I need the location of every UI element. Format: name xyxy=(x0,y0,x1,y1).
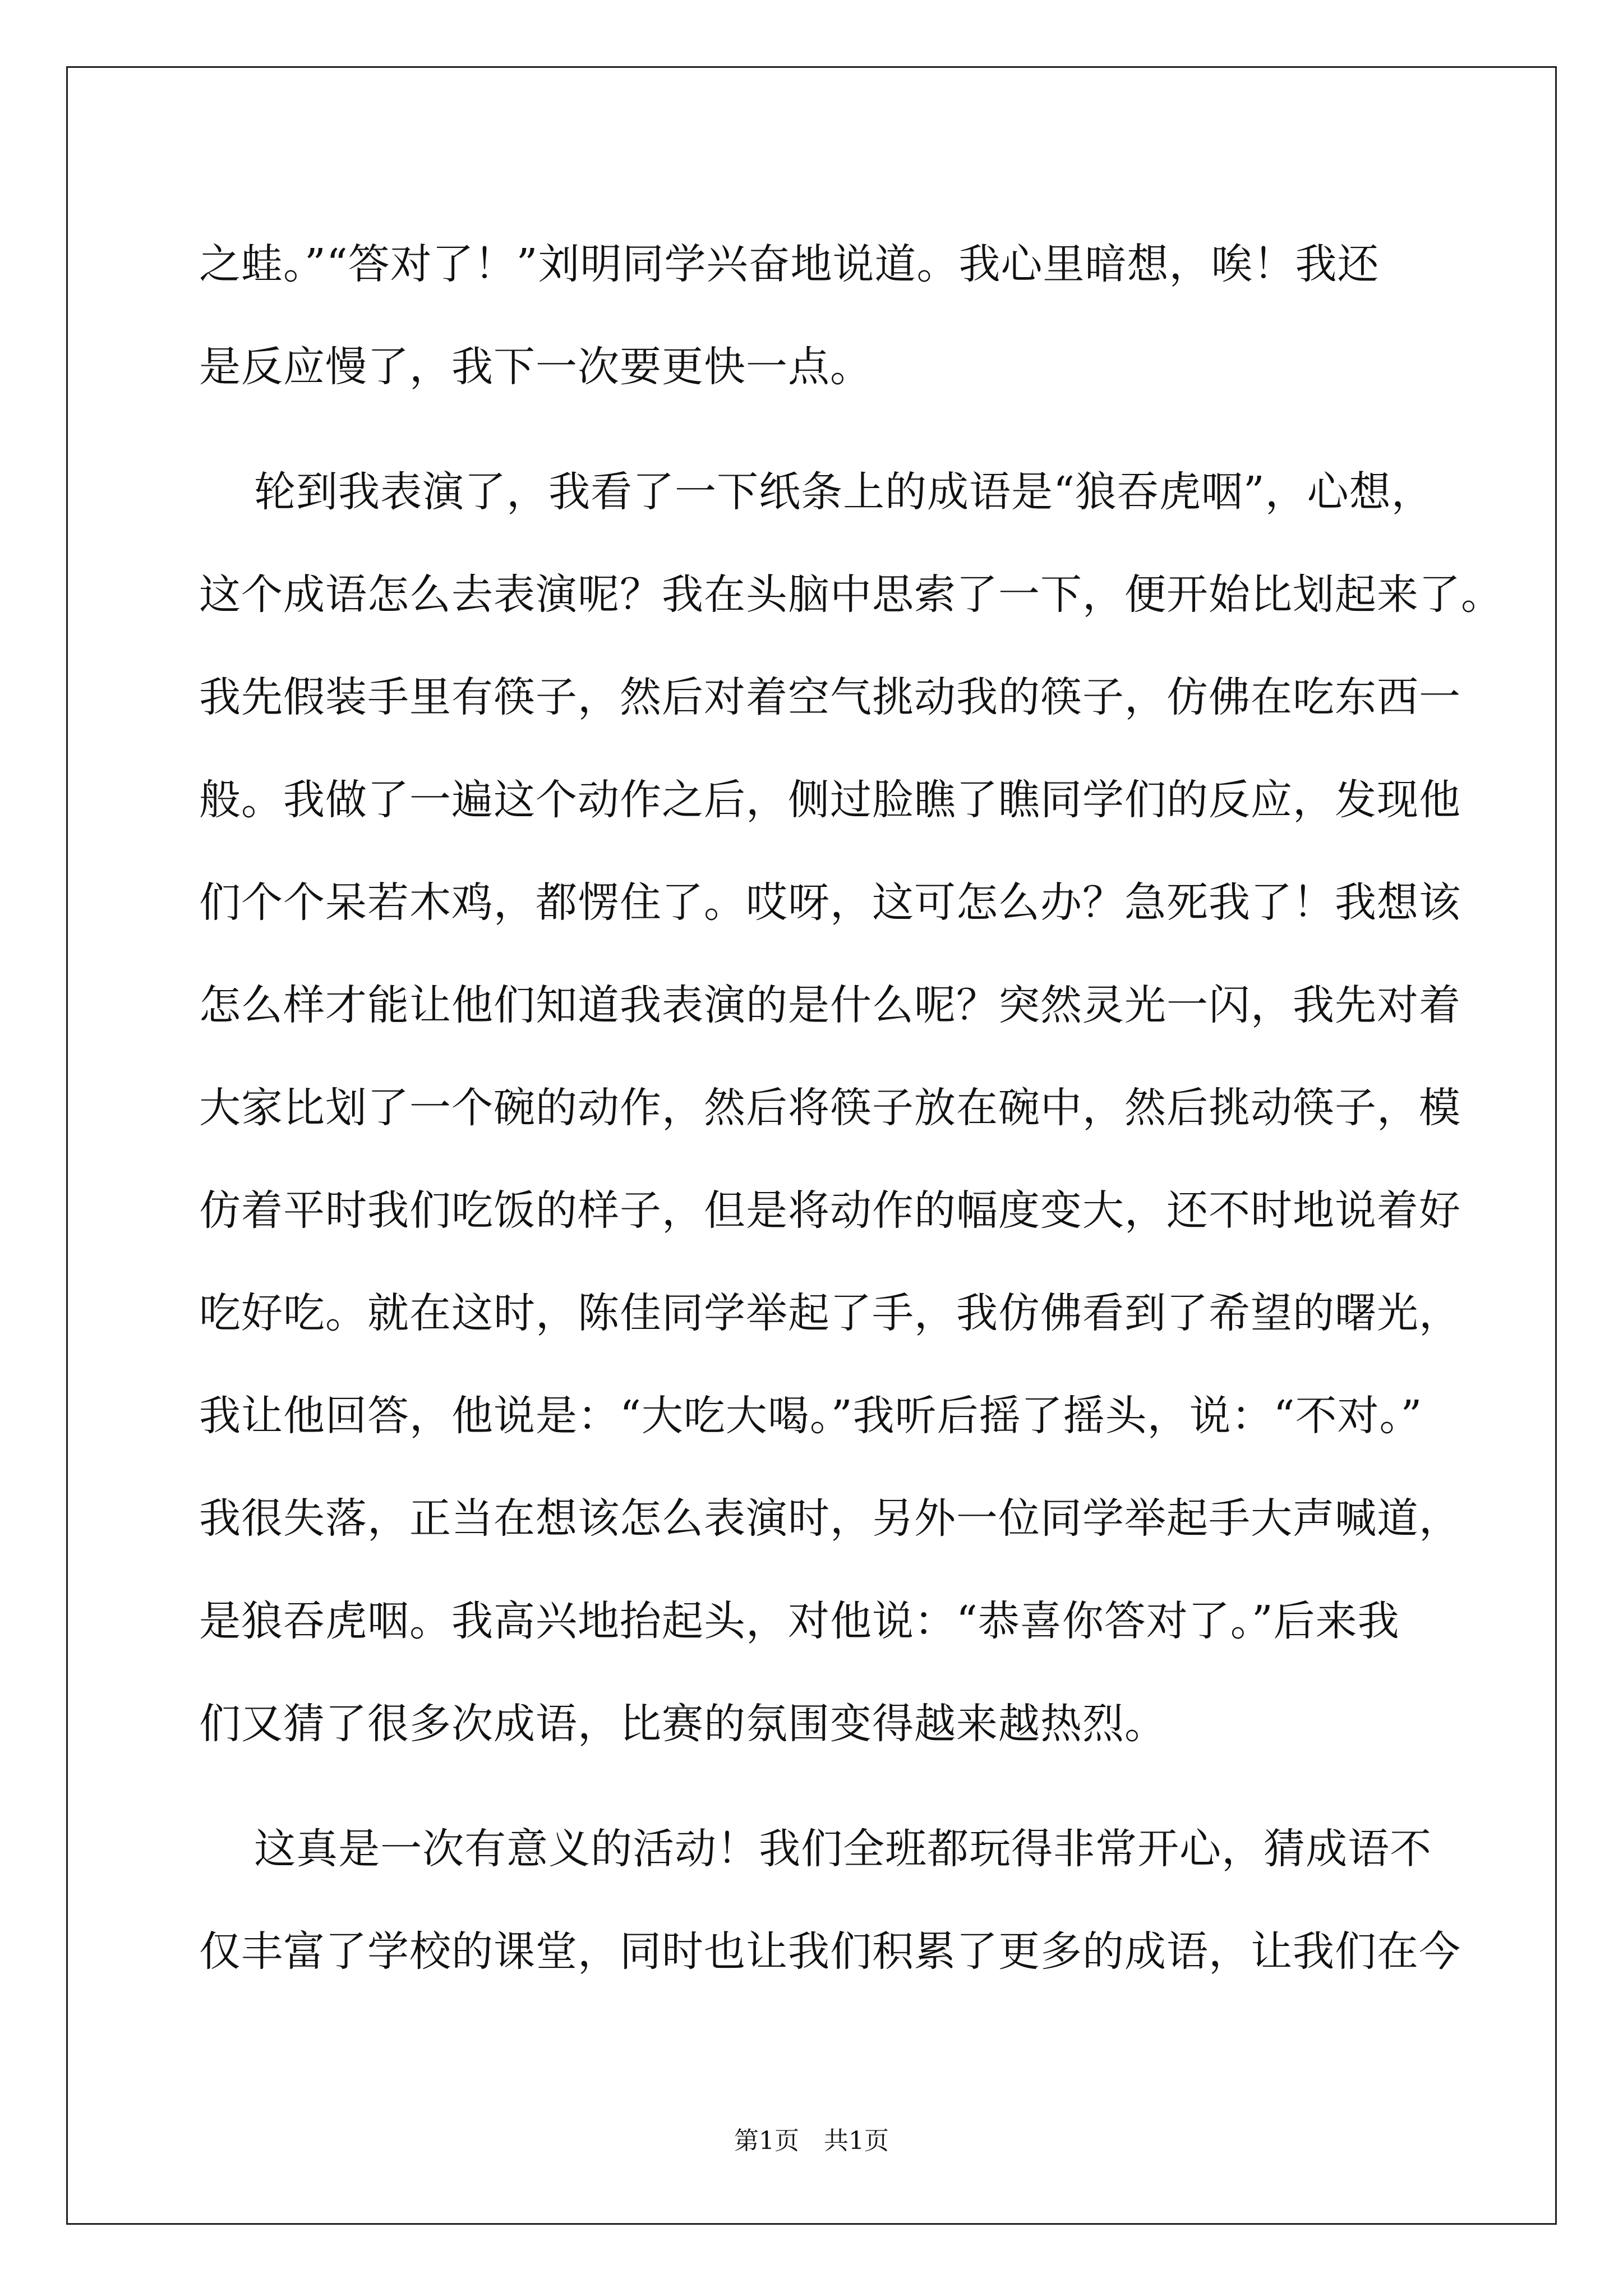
paragraph-2 xyxy=(199,441,1503,1775)
paragraph-gap xyxy=(199,1775,1433,1798)
text-line: 们个个呆若木鸡，都愣住了。哎呀，这可怎么办？急死我了！我想该 xyxy=(199,878,1461,927)
paragraph-3 xyxy=(199,1798,1461,2003)
text-line: 仿着平时我们吃饭的样子，但是将动作的幅度变大，还不时地说着好 xyxy=(199,1186,1461,1235)
text-line: 这个成语怎么去表演呢？我在头脑中思索了一下，便开始比划起来了。 xyxy=(199,570,1503,619)
text-line: 大家比划了一个碗的动作，然后将筷子放在碗中，然后挑动筷子，模 xyxy=(199,1084,1461,1132)
text-line: 这真是一次有意义的活动！我们全班都玩得非常开心，猜成语不 xyxy=(199,1825,1432,1873)
paragraph-1 xyxy=(199,213,1433,418)
text-line: 般。我做了一遍这个动作之后，侧过脸瞧了瞧同学们的反应，发现他 xyxy=(199,776,1461,824)
text-line: 我让他回答，他说是：“大吃大喝。”我听后摇了摇头，说：“不对。” xyxy=(199,1392,1423,1440)
text-line: 是狼吞虎咽。我高兴地抬起头，对他说：“恭喜你答对了。”后来我 xyxy=(199,1597,1400,1645)
paragraph-gap xyxy=(199,418,1433,441)
text-line: 我先假装手里有筷子，然后对着空气挑动我的筷子，仿佛在吃东西一 xyxy=(199,673,1461,721)
text-line: 之蛙。”“答对了！”刘明同学兴奋地说道。我心里暗想，唉！我还 xyxy=(199,240,1380,288)
text-line: 吃好吃。就在这时，陈佳同学举起了手，我仿佛看到了希望的曙光， xyxy=(199,1289,1461,1337)
text-line: 怎么样才能让他们知道我表演的是什么呢？突然灵光一闪，我先对着 xyxy=(199,981,1461,1029)
text-line: 是反应慢了，我下一次要更快一点。 xyxy=(199,343,872,391)
text-line: 轮到我表演了，我看了一下纸条上的成语是“狼吞虎咽”，心想， xyxy=(199,468,1433,516)
text-line: 仅丰富了学校的课堂，同时也让我们积累了更多的成语，让我们在今 xyxy=(199,1927,1461,1976)
page-number-label: 第1页 共1页 xyxy=(734,2127,889,2155)
page-footer xyxy=(0,2120,1623,2156)
text-line: 们又猜了很多次成语，比赛的氛围变得越来越热烈。 xyxy=(199,1700,1166,1748)
document-body xyxy=(199,213,1503,2003)
text-line: 我很失落，正当在想该怎么表演时，另外一位同学举起手大声喊道， xyxy=(199,1494,1461,1543)
